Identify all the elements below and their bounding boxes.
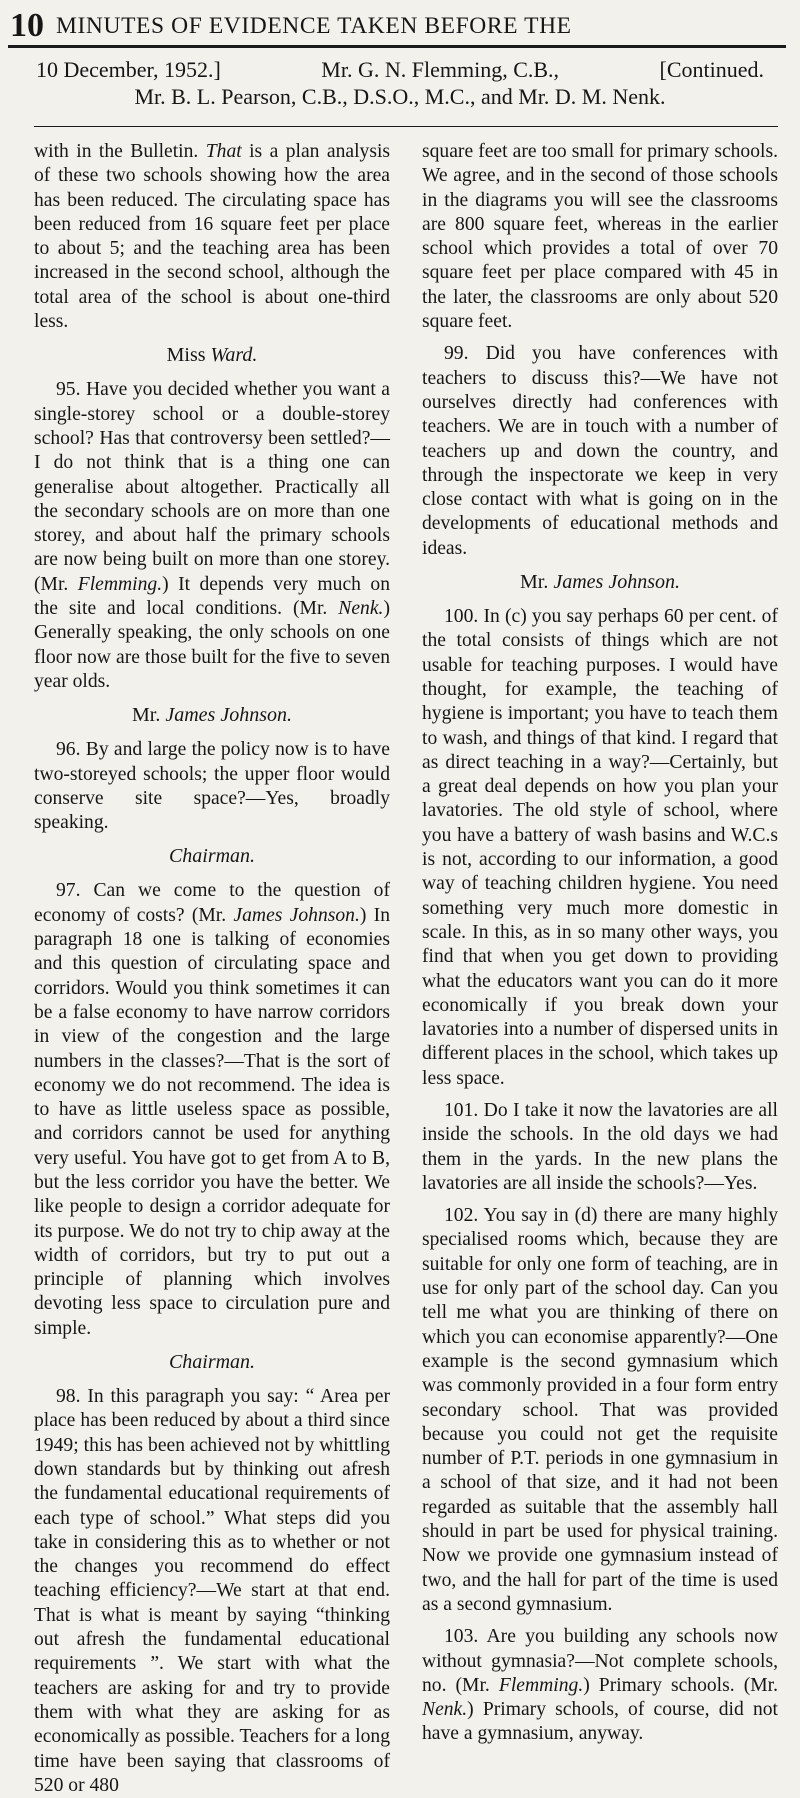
top-rule xyxy=(8,45,786,48)
question-95: 95. Have you decided whether you want a single-storey school or a double-storey school? Has that controversy been settled?—I do not think that is a thing one can generalise about altogether. Practically all the secondary schools are on more than one storey, and about half the primary schools are now being built on more than one storey. (Mr. Flemming.) It depends very much on the site and local conditions. (Mr. Nenk.) Generally speaking, the only schools on one floor now are those built for the five to seven year olds. xyxy=(34,379,391,692)
speaker-heading: Miss Ward. xyxy=(166,344,258,367)
question-101: 101. Do I take it now the lavatories are all inside the schools. In the old days we had them in the yards. In the new plans the lavatories are all inside the schools?—Yes. xyxy=(422,1099,778,1194)
speaker-heading: Chairman. xyxy=(168,845,256,868)
session-date: 10 December, 1952.] xyxy=(36,57,221,82)
running-head xyxy=(10,6,782,46)
question-97: 97. Can we come to the question of economy of costs? (Mr. James Johnson.) In paragraph 18 one is talking of economies and this question of circulating space and corridors. Would you think sometimes it can be a false economy to have narrow corridors in view of the congestion and the large numbers in the classes?—That is the sort of economy we do not recommend. The idea is to have as little useless space as possible, and corridors cannot be used for anything very useful. You have got to get from A to B, but the less corridor you have the better. We like people to design a corridor adequate for its purpose. We do not try to chip away at the width of corridors, but try to put out a principle of planning which involves devoting less space to circulation pure and simple. xyxy=(34,880,390,1339)
speaker-heading: Chairman. xyxy=(168,1351,256,1374)
witnesses-line-1: Mr. G. N. Flemming, C.B., xyxy=(321,57,560,82)
running-title: MINUTES OF EVIDENCE TAKEN BEFORE THE xyxy=(56,13,572,39)
page-number: 10 xyxy=(10,7,44,44)
header-rule xyxy=(34,126,778,127)
question-102: 102. You say in (d) there are many highly specialised rooms which, because they are suitable for only one form of teaching, are in use for only part of the school day. Can you tell me what you are thinking of there on which you can economise apparently?—One example is the second gymnasium which was commonly provided in a four form entry secondary school. That was provided because you could not get the requisite number of P.T. periods in one gymnasium in a school of that size, and it had not been regarded as suitable that the assembly hall should in part be used for physical training. Now we provide one gymnasium instead of two, and the hall for part of the time is used as a second gymnasium. xyxy=(422,1205,778,1615)
speaker-heading: Mr. James Johnson. xyxy=(520,571,680,594)
left-column xyxy=(34,140,391,1796)
session-header xyxy=(36,56,764,110)
right-column xyxy=(422,140,778,1745)
question-100: 100. In (c) you say perhaps 60 per cent. of the total consists of things which are not usable for teaching purposes. I would have thought, for example, the teaching of hygiene is important; you have to teach them to wash, and things of that kind. I regard that as direct teaching in a way?—Certainly, but a great deal depends on how you plan your lavatories. The old style of school, where you have a battery of wash basins and W.C.s is not, according to our information, a good way of teaching children hygiene. You need something very much more domestic in scale. In this, as in so many other ways, you find that when you get down to providing what the educators want you can do it more economically if you break down your lavatories into a number of dispersed units in different places in the school, which takes up less space. xyxy=(422,606,778,1089)
question-98: 98. In this paragraph you say: “ Area per place has been reduced by about a third since 1949; this has been achieved not by whittling down standards but by thinking out afresh the fundamental educational requirements of each type of school.” What steps did you take in considering this as to whether or not the changes you recommend do effect teaching efficiency?—We start at that end. That is what is meant by saying “thinking out afresh the fundamental educational requirements ”. We start with what the teachers are asking for and try to provide them with what they are asking for as economically as possible. Teachers for a long time have been saying that classrooms of 520 or 480 xyxy=(34,1386,390,1796)
question-96: 96. By and large the policy now is to have two-storeyed schools; the upper floor would conserve site space?—Yes, broadly speaking. xyxy=(34,739,390,834)
question-99: 99. Did you have conferences with teachers to discuss this?—We have not ourselves directly had conferences with teachers. We are in touch with a number of teachers up and down the country, and through the inspectorate we keep in very close contact with what is going on in the developments of educational methods and ideas. xyxy=(422,343,778,559)
speaker-heading: Mr. James Johnson. xyxy=(132,704,292,727)
text-columns xyxy=(34,140,778,1796)
paragraph-continuation: square feet are too small for primary schools. We agree, and in the second of those schools in the diagrams you will see the classrooms are 800 square feet, whereas in the earlier school which provides a total of over 70 square feet per place compared with 45 in the later, the classrooms are only about 520 square feet. xyxy=(422,141,778,333)
witnesses-line-2: Mr. B. L. Pearson, C.B., D.S.O., M.C., and Mr. D. M. Nenk. xyxy=(134,84,666,109)
question-103: 103. Are you building any schools now without gymnasia?—Not complete schools, no. (Mr. Flemming.) Primary schools. (Mr. Nenk.) Primary schools, of course, did not have a gymnasium, anyway. xyxy=(422,1626,778,1745)
paragraph-continuation: with in the Bulletin. That is a plan analysis of these two schools showing how the area has been reduced. The circulating space has been reduced from 16 square feet per place to about 5; and the teaching area has been increased in the second school, although the total area of the school is about one-third less. xyxy=(34,141,391,333)
continued-mark: [Continued. xyxy=(659,57,764,82)
